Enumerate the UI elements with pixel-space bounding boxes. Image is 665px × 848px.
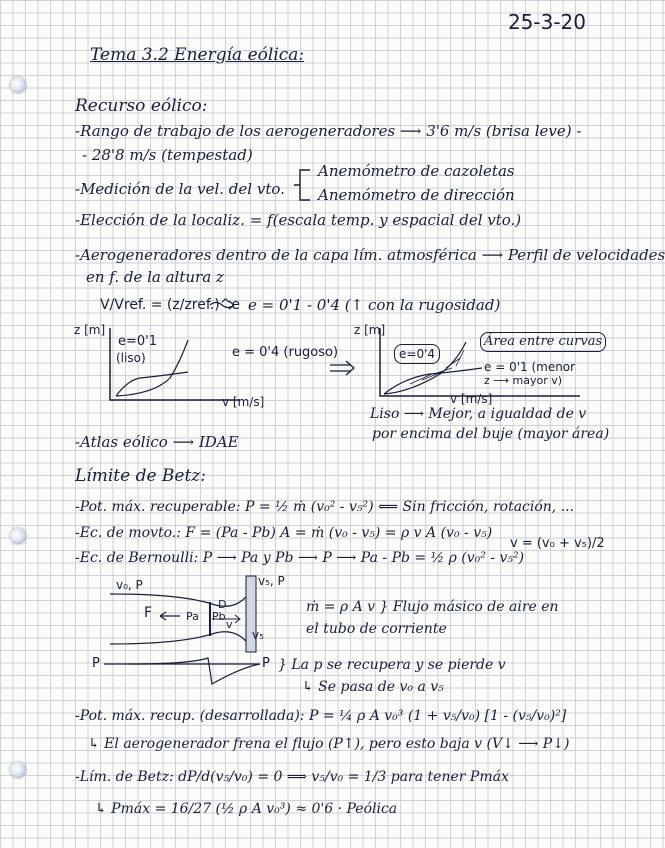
graph1-curve1-label: e=0'1 <box>118 334 158 349</box>
betz-line-2: ↳ Pmáx = 16/27 (½ ρ A v₀³) ≈ 0'6 · Peólica <box>95 801 398 817</box>
graph2-y-label: z [m] <box>354 323 386 337</box>
pressure-line-2: ↳ Se pasa de v₀ a v₅ <box>302 679 444 695</box>
mass-flow-line-1: ṁ = ρ A v } Flujo másico de aire en <box>306 599 559 615</box>
measure-label: -Medición de la vel. del vto. <box>75 180 285 198</box>
atlas-line: -Atlas eólico ⟶ IDAE <box>75 433 239 451</box>
diagram-p-left: P <box>92 656 100 671</box>
graph2-x-label: v [m/s] <box>450 392 493 406</box>
diagram-p-right: P <box>262 656 270 671</box>
section-heading-betz: Límite de Betz: <box>75 466 206 486</box>
diagram-vs-label: v₅ <box>252 628 264 642</box>
bernoulli-line: -Ec. de Bernoulli: P ⟶ Pa y Pb ⟶ P ⟶ Pa - Pb = ½ ρ (v₀² - v₅²) <box>75 550 525 566</box>
pot-developed-line-2: ↳ El aerogenerador frena el flujo (P↑), pero esto baja v (V↓ ⟶ P↓) <box>88 736 570 752</box>
binder-hole <box>10 762 26 778</box>
mass-flow-line-2: el tubo de corriente <box>306 621 447 637</box>
diagram-f-label: F <box>144 605 153 621</box>
graph2-conclusion-1: Liso ⟶ Mejor, a igualdad de v <box>370 406 587 422</box>
profile-line-1: -Aerogeneradores dentro de la capa lím. atmosférica ⟶ Perfil de velocidades <box>75 246 665 264</box>
diagram-vs-label-right: v₅, P <box>258 574 285 588</box>
pot-max-line: -Pot. máx. recuperable: P = ½ ṁ (v₀² - v₅²) ⟸ Sin fricción, rotación, ... <box>75 499 575 515</box>
betz-line-1: -Lím. de Betz: dP/d(v₅/v₀) = 0 ⟹ v₅/v₀ = 1/3 para tener Pmáx <box>75 769 509 785</box>
page-date: 25-3-20 <box>507 10 586 34</box>
range-line-2: - 28'8 m/s (tempestad) <box>82 146 253 164</box>
page-title: Tema 3.2 Energía eólica: <box>90 45 305 65</box>
graph2-tag-e01: e = 0'1 (menor <box>484 360 576 374</box>
v-result: v = (v₀ + v₅)/2 <box>510 536 605 551</box>
graph2-tag-e01-line2: z ⟶ mayor v) <box>484 374 563 387</box>
momentum-line: -Ec. de movto.: F = (Pa - Pb) A = ṁ (v₀ - v₅) = ρ v A (v₀ - v₅) <box>75 525 493 541</box>
binder-hole <box>10 77 26 93</box>
curve-liso <box>116 372 188 396</box>
profile-line-2: en f. de la altura z <box>86 268 224 286</box>
graph1-curve1-note: (liso) <box>116 351 146 365</box>
graph2-tag-e04: e=0'4 <box>394 344 440 364</box>
range-line-1: -Rango de trabajo de los aerogeneradores ⟶ 3'6 m/s (brisa leve) - <box>75 122 582 140</box>
exponent-formula: V/Vref. = (z/zref.)^e <box>100 297 241 313</box>
graph1-y-label: z [m] <box>74 323 106 337</box>
velocity-profile-graph <box>70 322 330 412</box>
diagram-pb-label: Pb <box>212 610 226 623</box>
pot-developed-line-1: -Pot. máx. recup. (desarrollada): P = ¼ ρ A v₀³ (1 + v₅/v₀) [1 - (v₅/v₀)²] <box>75 708 567 724</box>
diagram-pa-label: Pa <box>186 610 199 623</box>
implies-arrow-icon <box>328 360 358 376</box>
graph1-curve2-label: e = 0'4 (rugoso) <box>232 345 339 360</box>
diagram-d-label: D <box>218 598 227 611</box>
pressure-line-1: } La p se recupera y se pierde v <box>278 657 506 673</box>
location-line: -Elección de la localiz. = f(escala temp. y espacial del vto.) <box>75 211 522 229</box>
section-heading-recurso: Recurso eólico: <box>75 96 208 116</box>
measure-option-direccion: Anemómetro de dirección <box>318 186 515 204</box>
diagram-v0p-label: v₀, P <box>116 578 143 592</box>
graph2-conclusion-2: por encima del buje (mayor área) <box>372 426 610 442</box>
graph1-x-label: v [m/s] <box>222 395 265 409</box>
binder-hole <box>10 528 26 544</box>
exponent-range: e = 0'1 - 0'4 (↑ con la rugosidad) <box>248 296 501 314</box>
graph2-area-label: Área entre curvas <box>480 332 606 352</box>
bracket-icon <box>294 167 316 203</box>
measure-option-cazoletas: Anemómetro de cazoletas <box>318 162 515 180</box>
diagram-v-label: v <box>226 618 233 631</box>
arrow-icon <box>208 298 244 312</box>
